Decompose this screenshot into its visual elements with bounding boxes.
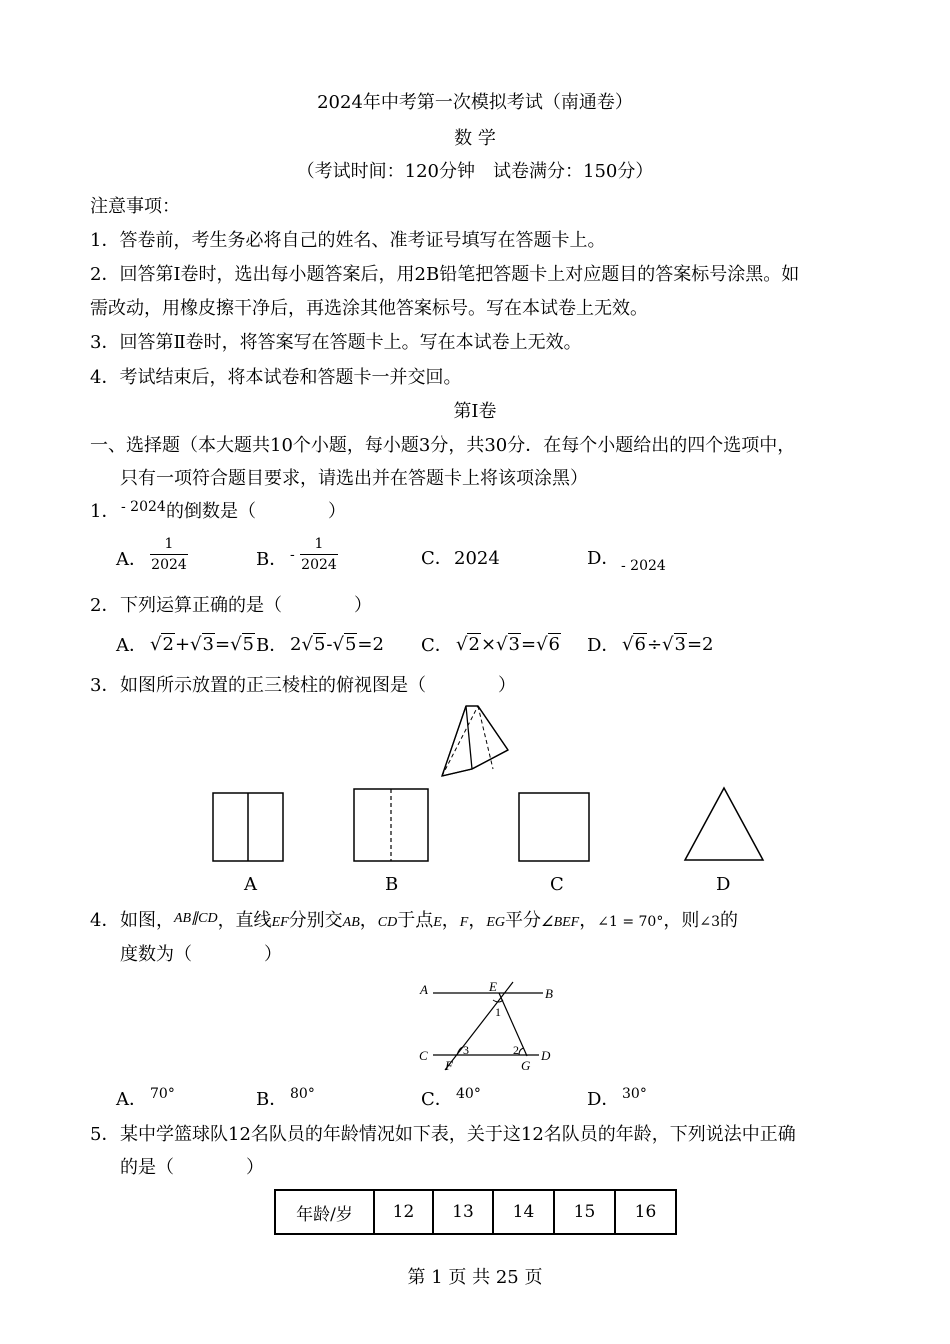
q1-option-c-value: 2024 bbox=[454, 548, 500, 569]
label-3: 3 bbox=[463, 1043, 469, 1057]
q1-text: 的倒数是（ ） bbox=[166, 501, 346, 522]
q4-option-c-value: 40° bbox=[456, 1086, 481, 1102]
q4-option-d-label: D． bbox=[587, 1089, 620, 1110]
label-f: F bbox=[445, 1058, 453, 1073]
q5-text: 某中学篮球队12名队员的年龄情况如下表，关于这12名队员的年龄，下列说法中正确 bbox=[120, 1124, 796, 1145]
option-a-view bbox=[212, 792, 284, 862]
q4-option-b-label: B． bbox=[256, 1089, 288, 1110]
q4-text: 如图， bbox=[120, 910, 174, 931]
q1-option-b-fraction bbox=[300, 536, 338, 573]
note-item: 3．回答第Ⅱ卷时，将答案写在答题卡上。写在本试卷上无效。 bbox=[90, 332, 582, 353]
q1-option-a-fraction bbox=[150, 536, 188, 573]
q4-text: ， bbox=[359, 910, 378, 931]
fraction-denominator: 2024 bbox=[300, 554, 338, 573]
radicand: 5 bbox=[313, 634, 326, 655]
option-b-view bbox=[353, 788, 429, 862]
q4-option-a-value: 70° bbox=[150, 1086, 175, 1102]
q5-age-table bbox=[274, 1189, 677, 1235]
q4-point-f: F bbox=[459, 915, 469, 930]
exam-info: （考试时间：120分钟 试卷满分：150分） bbox=[296, 161, 654, 182]
operator: + bbox=[174, 634, 191, 655]
q4-option-b-value: 80° bbox=[290, 1086, 315, 1102]
q3-label-d: D bbox=[716, 874, 731, 895]
q4-text: 的 bbox=[719, 910, 738, 931]
q4-text: 分别交 bbox=[288, 910, 343, 931]
q2-option-d-label: D． bbox=[587, 635, 620, 656]
operator: × bbox=[480, 634, 497, 655]
fraction-denominator: 2024 bbox=[150, 554, 188, 573]
q1-expression: - 2024 bbox=[121, 499, 166, 515]
table-cell: 16 bbox=[615, 1190, 676, 1234]
fraction-numerator: 1 bbox=[164, 536, 174, 552]
q2-option-c-expr: √2×√3=√6 bbox=[456, 634, 560, 655]
notes-heading: 注意事项： bbox=[90, 196, 180, 217]
subject-title: 数 学 bbox=[454, 128, 496, 149]
q2-text: 下列运算正确的是（ ） bbox=[120, 595, 372, 616]
equals: = bbox=[520, 634, 537, 655]
label-c: C bbox=[419, 1048, 428, 1063]
q4-line2: 度数为（ ） bbox=[120, 944, 282, 965]
q4-text: ，直线 bbox=[217, 910, 272, 931]
q4-text: ， bbox=[468, 910, 487, 931]
q4-line-cd: CD bbox=[377, 915, 398, 930]
q1-option-c-label: C． bbox=[421, 548, 453, 569]
q4-text: 于点 bbox=[397, 910, 434, 931]
q4-text: 平分 bbox=[505, 910, 542, 931]
q1-option-b-sign: - bbox=[290, 547, 295, 563]
label-e: E bbox=[489, 979, 497, 994]
section-title: 第Ⅰ卷 bbox=[453, 401, 497, 422]
equals: =2 bbox=[686, 634, 714, 655]
radicand: 5 bbox=[344, 634, 357, 655]
operator: ÷ bbox=[646, 634, 663, 655]
q4-parallel: AB∥CD bbox=[174, 911, 218, 926]
radicand: 3 bbox=[674, 634, 686, 655]
q4-line-ab: AB bbox=[342, 915, 360, 930]
equals: = bbox=[214, 634, 231, 655]
q3-label-a: A bbox=[244, 874, 257, 895]
option-c-view bbox=[518, 792, 590, 862]
q4-number: 4． bbox=[90, 910, 120, 931]
q2-option-a-expr: √2+√3=√5 bbox=[150, 634, 254, 655]
q4-text: ，则 bbox=[663, 910, 700, 931]
option-d-view bbox=[683, 787, 765, 862]
q4-point-e: E bbox=[433, 915, 442, 930]
table-cell: 15 bbox=[554, 1190, 615, 1234]
q3-text: 如图所示放置的正三棱柱的俯视图是（ ） bbox=[120, 675, 516, 696]
q1-option-d-label: D． bbox=[587, 548, 620, 569]
q4-line-eg: EG bbox=[486, 915, 506, 930]
q4-option-c-label: C． bbox=[421, 1089, 453, 1110]
page-footer: 第 1 页 共 25 页 bbox=[407, 1267, 543, 1288]
label-2: 2 bbox=[513, 1043, 519, 1057]
q2-option-c-label: C． bbox=[421, 635, 453, 656]
label-b: B bbox=[545, 986, 553, 1001]
label-a: A bbox=[420, 982, 428, 997]
q4-text: ， bbox=[579, 910, 598, 931]
q1-number: 1． bbox=[90, 501, 120, 522]
q5-number: 5． bbox=[90, 1124, 120, 1145]
q1-option-b-label: B． bbox=[256, 549, 288, 570]
q4-option-a-label: A． bbox=[116, 1089, 147, 1110]
radicand: 2 bbox=[468, 634, 480, 655]
section-intro: 只有一项符合题目要求，请选出并在答题卡上将该项涂黑） bbox=[120, 468, 588, 489]
operator: - bbox=[326, 634, 333, 655]
label-d: D bbox=[541, 1048, 551, 1063]
q4-option-d-value: 30° bbox=[622, 1086, 647, 1102]
fraction-numerator: 1 bbox=[314, 536, 324, 552]
exam-title: 2024年中考第一次模拟考试（南通卷） bbox=[317, 92, 633, 113]
q2-option-a-label: A． bbox=[116, 635, 147, 656]
q2-option-d-expr: √6÷√3=2 bbox=[622, 634, 714, 655]
q1-option-a-label: A． bbox=[116, 549, 147, 570]
q2-option-b-label: B． bbox=[256, 635, 288, 656]
radicand: 3 bbox=[508, 634, 520, 655]
q4-line1 bbox=[120, 910, 738, 934]
table-cell: 14 bbox=[493, 1190, 554, 1234]
section-intro: 一、选择题（本大题共10个小题，每小题3分，共30分．在每个小题给出的四个选项中， bbox=[90, 435, 796, 456]
q4-line-ef: EF bbox=[271, 915, 289, 930]
q2-number: 2． bbox=[90, 595, 120, 616]
table-header-cell: 年龄/岁 bbox=[275, 1190, 374, 1234]
q3-label-b: B bbox=[385, 874, 399, 895]
coefficient: 2 bbox=[290, 634, 302, 655]
label-g: G bbox=[521, 1058, 531, 1073]
table-row bbox=[275, 1190, 676, 1234]
q4-angle-1: ∠1 = 70° bbox=[597, 914, 664, 930]
radicand: 3 bbox=[202, 634, 214, 655]
note-item: 4．考试结束后，将本试卷和答题卡一并交回。 bbox=[90, 367, 462, 388]
table-cell: 13 bbox=[433, 1190, 493, 1234]
q2-option-b-expr: 2√5-√5=2 bbox=[290, 634, 384, 655]
table-cell: 12 bbox=[374, 1190, 433, 1234]
triangular-prism-figure bbox=[438, 704, 514, 778]
q3-number: 3． bbox=[90, 675, 120, 696]
q5-line2: 的是（ ） bbox=[120, 1157, 264, 1178]
label-1: 1 bbox=[495, 1005, 501, 1019]
radicand: 5 bbox=[242, 634, 254, 655]
note-item: 需改动，用橡皮擦干净后，再选涂其他答案标号。写在本试卷上无效。 bbox=[90, 298, 648, 319]
note-item: 1．答卷前，考生务必将自己的姓名、准考证号填写在答题卡上。 bbox=[90, 230, 606, 251]
q4-geometry-figure bbox=[415, 978, 565, 1074]
radicand: 2 bbox=[162, 634, 174, 655]
radicand: 6 bbox=[634, 634, 646, 655]
q3-label-c: C bbox=[550, 874, 564, 895]
q4-angle-3: ∠3 bbox=[699, 914, 720, 930]
radicand: 6 bbox=[548, 634, 560, 655]
note-item: 2．回答第Ⅰ卷时，选出每小题答案后，用2B铅笔把答题卡上对应题目的答案标号涂黑。如 bbox=[90, 264, 800, 285]
q1-option-d-value: - 2024 bbox=[621, 558, 666, 574]
q4-text: ， bbox=[441, 910, 460, 931]
q4-angle-bef: ∠BEF bbox=[541, 915, 580, 930]
equals: =2 bbox=[357, 634, 384, 655]
